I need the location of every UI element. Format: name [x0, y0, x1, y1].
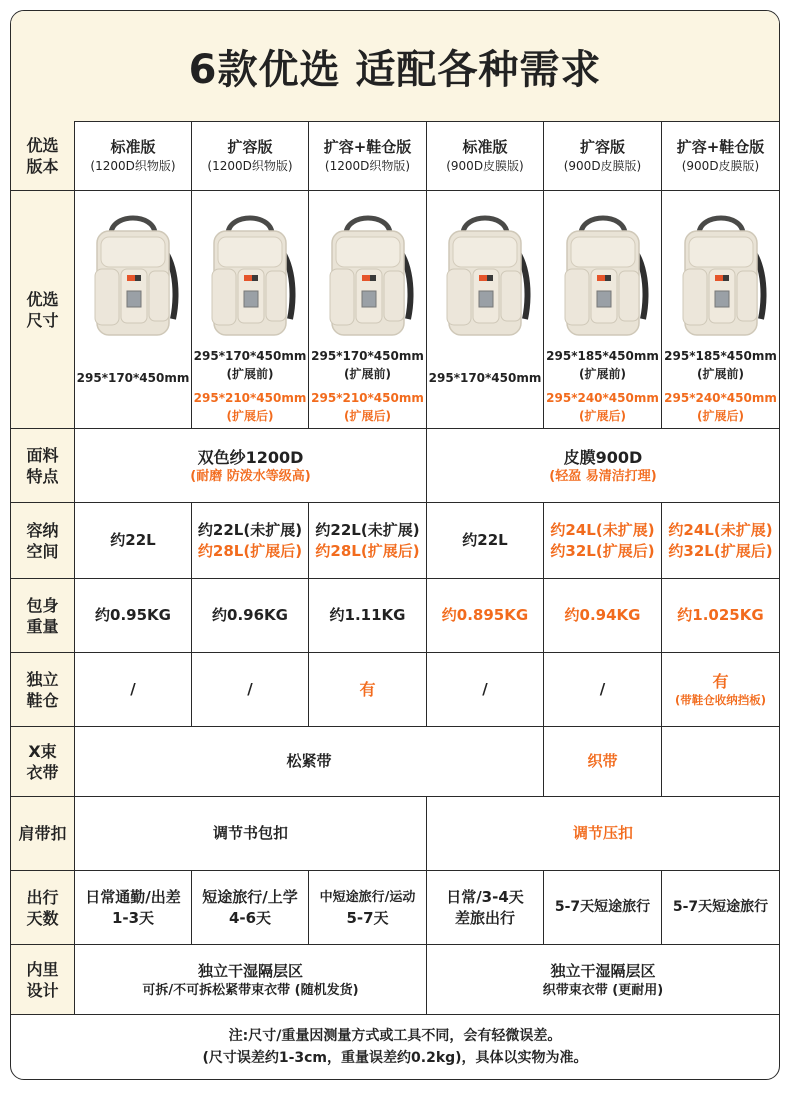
capacity-cell: 约22L — [75, 503, 192, 579]
size-cell: 295*170*450mm (扩展前) 295*210*450mm (扩展后) — [309, 191, 427, 429]
weight-cell: 约0.96KG — [192, 579, 309, 653]
label-fabric: 面料 特点 — [11, 429, 75, 503]
label-capacity: 容纳 空间 — [11, 503, 75, 579]
strap-cell-empty — [662, 727, 779, 797]
weight-cell: 约0.895KG — [427, 579, 544, 653]
fabric-cell-900d: 皮膜900D (轻盈 易清洁打理) — [427, 429, 779, 503]
label-lining: 内里 设计 — [11, 945, 75, 1015]
travel-cell: 日常/3-4天 差旅出行 — [427, 871, 544, 945]
fabric-cell-1200d: 双色纱1200D (耐磨 防泼水等级高) — [75, 429, 427, 503]
column-header: 标准版 (900D皮膜版) — [427, 121, 544, 191]
backpack-image — [671, 211, 771, 341]
page-title: 6款优选 适配各种需求 — [11, 11, 779, 122]
capacity-cell: 约22L — [427, 503, 544, 579]
strap-cell-elastic: 松紧带 — [75, 727, 544, 797]
backpack-image — [83, 211, 183, 341]
column-header: 标准版 (1200D织物版) — [75, 121, 192, 191]
capacity-cell: 约24L(未扩展) 约32L(扩展后) — [544, 503, 662, 579]
travel-cell: 短途旅行/上学 4-6天 — [192, 871, 309, 945]
buckle-cell-right: 调节压扣 — [427, 797, 779, 871]
weight-cell: 约0.95KG — [75, 579, 192, 653]
size-cell: 295*170*450mm — [75, 191, 192, 429]
column-header: 扩容版 (900D皮膜版) — [544, 121, 662, 191]
buckle-cell-left: 调节书包扣 — [75, 797, 427, 871]
size-cell: 295*170*450mm — [427, 191, 544, 429]
shoe-cell: / — [192, 653, 309, 727]
backpack-image — [435, 211, 535, 341]
size-cell: 295*170*450mm (扩展前) 295*210*450mm (扩展后) — [192, 191, 309, 429]
capacity-cell: 约22L(未扩展) 约28L(扩展后) — [309, 503, 427, 579]
travel-cell: 5-7天短途旅行 — [544, 871, 662, 945]
label-version: 优选 版本 — [11, 121, 75, 191]
label-travel: 出行 天数 — [11, 871, 75, 945]
backpack-image — [318, 211, 418, 341]
weight-cell: 约0.94KG — [544, 579, 662, 653]
size-cell: 295*185*450mm (扩展前) 295*240*450mm (扩展后) — [544, 191, 662, 429]
strap-cell-webbing: 织带 — [544, 727, 662, 797]
label-size: 优选 尺寸 — [11, 191, 75, 429]
weight-cell: 约1.025KG — [662, 579, 779, 653]
column-header: 扩容版 (1200D织物版) — [192, 121, 309, 191]
backpack-image — [553, 211, 653, 341]
label-strap: X束 衣带 — [11, 727, 75, 797]
shoe-cell: 有 (带鞋仓收纳挡板) — [662, 653, 779, 727]
travel-cell: 中短途旅行/运动 5-7天 — [309, 871, 427, 945]
lining-cell-left: 独立干湿隔层区 可拆/不可拆松紧带束衣带 (随机发货) — [75, 945, 427, 1015]
column-header: 扩容+鞋仓版 (1200D织物版) — [309, 121, 427, 191]
column-header: 扩容+鞋仓版 (900D皮膜版) — [662, 121, 779, 191]
comparison-table — [10, 10, 780, 1080]
shoe-cell: / — [544, 653, 662, 727]
weight-cell: 约1.11KG — [309, 579, 427, 653]
label-weight: 包身 重量 — [11, 579, 75, 653]
travel-cell: 5-7天短途旅行 — [662, 871, 779, 945]
lining-cell-right: 独立干湿隔层区 织带束衣带 (更耐用) — [427, 945, 779, 1015]
footnote: 注:尺寸/重量因测量方式或工具不同，会有轻微误差。 (尺寸误差约1-3cm，重量误差约0.2kg)，具体以实物为准。 — [202, 1028, 588, 1066]
shoe-cell: 有 — [309, 653, 427, 727]
shoe-cell: / — [427, 653, 544, 727]
size-cell: 295*185*450mm (扩展前) 295*240*450mm (扩展后) — [662, 191, 779, 429]
backpack-image — [200, 211, 300, 341]
label-shoe: 独立 鞋仓 — [11, 653, 75, 727]
travel-cell: 日常通勤/出差 1-3天 — [75, 871, 192, 945]
capacity-cell: 约24L(未扩展) 约32L(扩展后) — [662, 503, 779, 579]
label-buckle: 肩带扣 — [11, 797, 75, 871]
capacity-cell: 约22L(未扩展) 约28L(扩展后) — [192, 503, 309, 579]
shoe-cell: / — [75, 653, 192, 727]
